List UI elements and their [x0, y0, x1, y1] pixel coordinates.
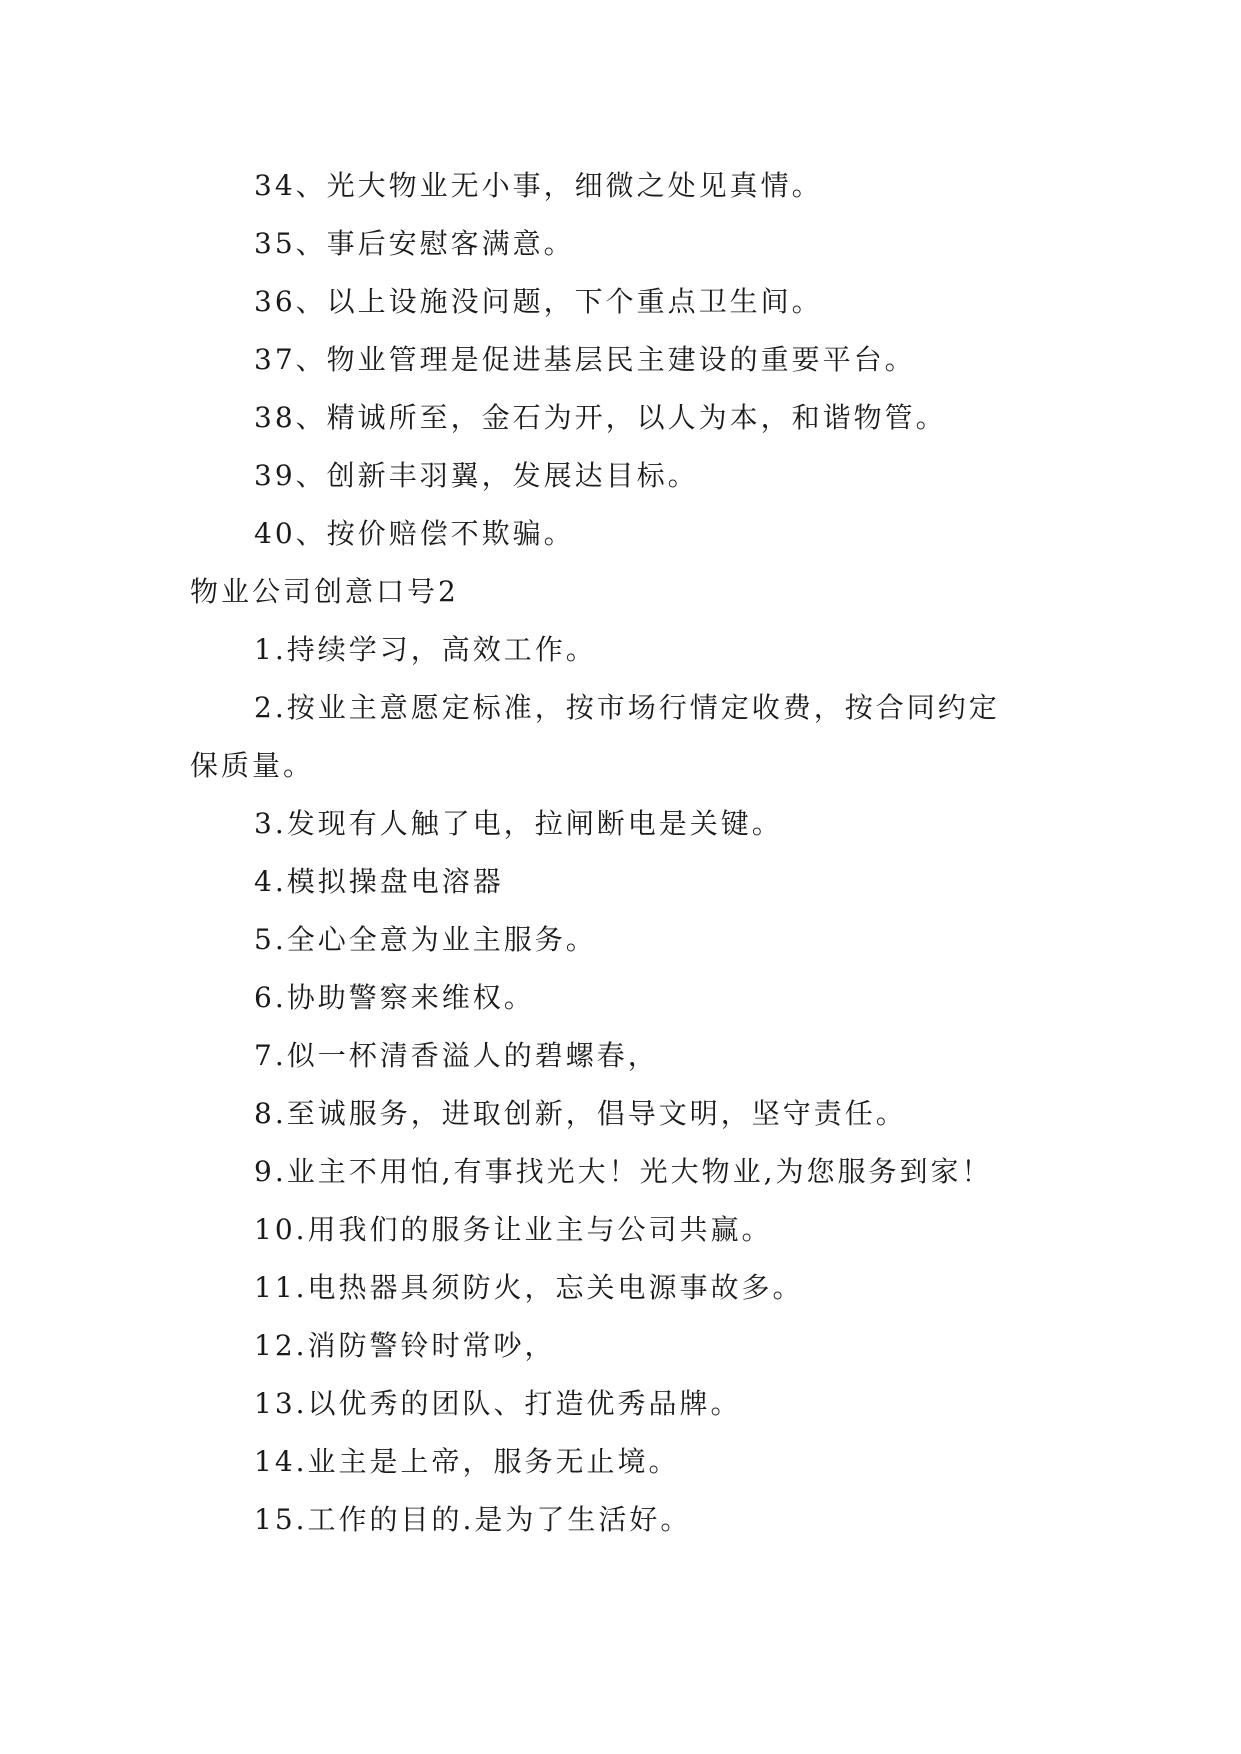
slogan-6: 6.协助警察来维权。	[254, 981, 535, 1014]
slogan-7: 7.似一杯清香溢人的碧螺春，	[254, 1039, 659, 1072]
slogan-14: 14.业主是上帝，服务无止境。	[254, 1445, 680, 1478]
slogan-13: 13.以优秀的团队、打造优秀品牌。	[254, 1387, 742, 1420]
slogan-37: 37、物业管理是促进基层民主建设的重要平台。	[254, 343, 916, 376]
slogan-1: 1.持续学习，高效工作。	[254, 633, 597, 666]
slogan-15: 15.工作的目的.是为了生活好。	[254, 1503, 692, 1536]
slogan-5: 5.全心全意为业主服务。	[254, 923, 597, 956]
slogan-10: 10.用我们的服务让业主与公司共赢。	[254, 1213, 773, 1246]
slogan-9: 9.业主不用怕,有事找光大！光大物业,为您服务到家！	[254, 1155, 993, 1188]
slogan-2-continuation: 保质量。	[190, 749, 315, 782]
slogan-38: 38、精诚所至，金石为开，以人为本，和谐物管。	[254, 401, 947, 434]
slogan-12: 12.消防警铃时常吵，	[254, 1329, 556, 1362]
slogan-3: 3.发现有人触了电，拉闸断电是关键。	[254, 807, 783, 840]
slogan-39: 39、创新丰羽翼，发展达目标。	[254, 459, 699, 492]
slogan-36: 36、以上设施没问题，下个重点卫生间。	[254, 285, 823, 318]
slogan-35: 35、事后安慰客满意。	[254, 227, 575, 260]
slogan-8: 8.至诚服务，进取创新，倡导文明，坚守责任。	[254, 1097, 907, 1130]
slogan-40: 40、按价赔偿不欺骗。	[254, 517, 575, 550]
slogan-2: 2.按业主意愿定标准，按市场行情定收费，按合同约定	[254, 691, 1000, 724]
slogan-4: 4.模拟操盘电溶器	[254, 865, 504, 898]
slogan-11: 11.电热器具须防火，忘关电源事故多。	[254, 1271, 804, 1304]
section-heading: 物业公司创意口号2	[190, 575, 459, 608]
slogan-34: 34、光大物业无小事，细微之处见真情。	[254, 169, 823, 202]
